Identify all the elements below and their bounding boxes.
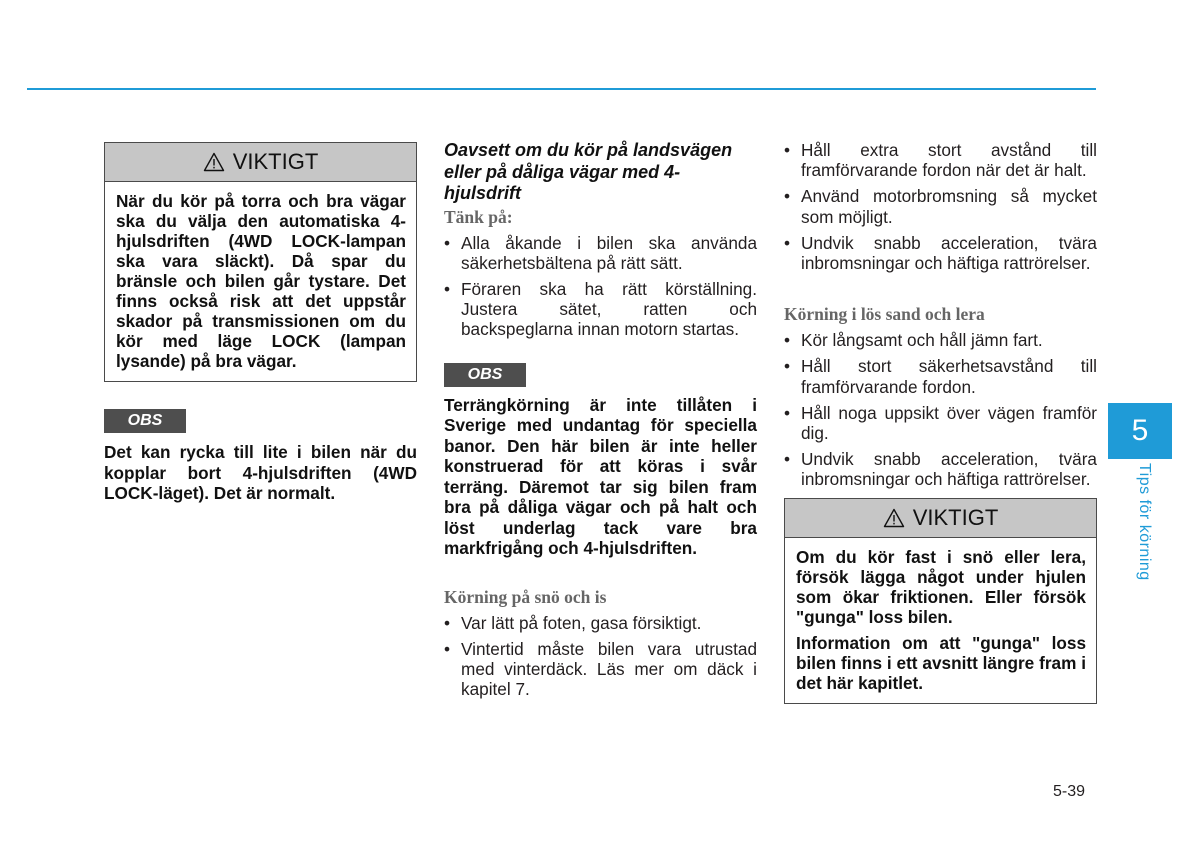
warning-triangle-icon: [203, 152, 225, 172]
page-number: 5-39: [1053, 783, 1086, 800]
list-item: • Håll noga uppsikt över vägen framför dig.: [784, 402, 1097, 444]
warning-title: VIKTIGT: [232, 149, 319, 174]
section-heading: Oavsett om du kör på landsvägen eller på dåliga vägar med 4-hjulsdrift: [444, 140, 733, 203]
list-item: • Kör långsamt och håll jämn fart.: [784, 330, 1043, 351]
column-left: [104, 142, 417, 504]
warning-box: [784, 498, 1097, 704]
warning-box: [104, 142, 417, 382]
warning-text: Om du kör fast i snö eller lera, försök lägga något under hjulen som ökar friktionen. Eller försök "gunga" loss bilen.: [796, 546, 1086, 627]
obs-text: Det kan rycka till lite i bilen när du kopplar bort 4-hjulsdriften (4WD LOCK-läget). Det är normalt.: [104, 442, 417, 503]
warning-triangle-icon: [883, 508, 905, 528]
warning-header: [785, 499, 1096, 538]
list-item: • Var lätt på foten, gasa försiktigt.: [444, 612, 702, 633]
warning-body: [105, 182, 416, 381]
sand-list: [784, 330, 1097, 489]
header-rule: [27, 88, 1096, 90]
column-middle: [444, 140, 757, 699]
obs-label: OBS: [444, 363, 526, 387]
think-list: [444, 233, 757, 340]
list-item: • Föraren ska ha rätt körställning. Justera sätet, ratten och backspeglarna innan motorn startas.: [444, 278, 757, 340]
snow-list-continued: [784, 140, 1097, 273]
obs-label-wrap: [104, 409, 417, 433]
warning-text: Information om att "gunga" loss bilen finns i ett avsnitt längre fram i det här kapitlet.: [796, 632, 1086, 693]
list-item: • Alla åkande i bilen ska använda säkerhetsbältena på rätt sätt.: [444, 232, 757, 273]
think-heading: Tänk på:: [444, 206, 513, 227]
obs-text: Terrängkörning är inte tillåten i Sverige med undantag för speciella banor. Den här bilen är inte heller konstruerad för att köras i svår terräng. Däremot tar sig bilen fram bra på dåliga vägar och på halt och löst underlag tack vare bra markfrigång och 4-hjulsdriften.: [444, 394, 757, 559]
list-item: • Håll extra stort avstånd till framförvarande fordon när det är halt.: [784, 140, 1097, 181]
list-item: • Håll stort säkerhetsavstånd till framförvarande fordon.: [784, 356, 1097, 397]
sand-heading: Körning i lös sand och lera: [784, 304, 985, 325]
chapter-tab: 5: [1108, 403, 1172, 459]
warning-body: [785, 538, 1096, 703]
warning-header: [105, 143, 416, 182]
list-item: • Undvik snabb acceleration, tvära inbromsningar och häftiga rattrörelser.: [784, 449, 1097, 490]
list-item: • Vintertid måste bilen vara utrustad med vinterdäck. Läs mer om däck i kapitel 7.: [444, 638, 757, 700]
chapter-label: Tips för körning: [1136, 463, 1153, 581]
obs-label-wrap: [444, 363, 757, 387]
snow-heading: Körning på snö och is: [444, 586, 607, 607]
snow-list: [444, 613, 757, 700]
obs-label: OBS: [104, 409, 186, 433]
list-item: • Använd motorbromsning så mycket som möjligt.: [784, 186, 1097, 227]
warning-title: VIKTIGT: [912, 504, 999, 530]
list-item: • Undvik snabb acceleration, tvära inbromsningar och häftiga rattrörelser.: [784, 232, 1097, 274]
warning-text: När du kör på torra och bra vägar ska du välja den automatiska 4-hjulsdriften (4WD LOCK-lampan ska vara släckt). Då spar du bränsle och bilen går tystare. Det finns också risk att det uppstår skador på transmissionen om du kör med läge LOCK (lampan lysande) på bra vägar.: [116, 191, 406, 371]
column-right: [784, 140, 1097, 704]
